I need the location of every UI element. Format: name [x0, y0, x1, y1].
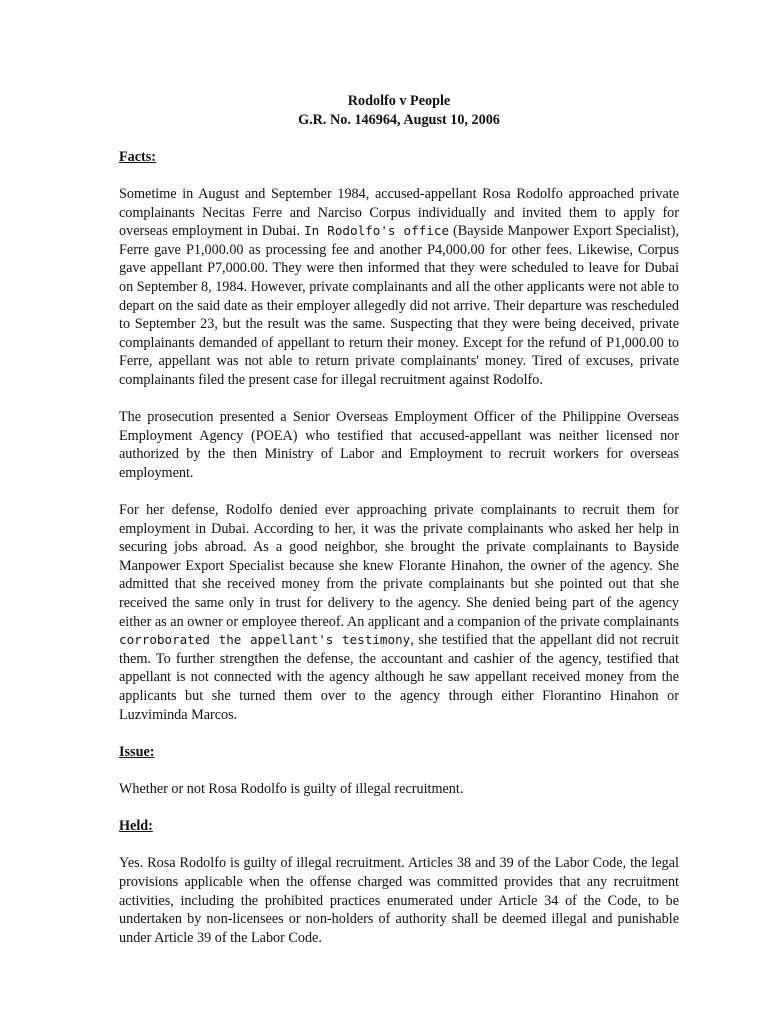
facts-paragraph-1: [119, 185, 679, 390]
facts-p1-text-b: (Bayside Manpower Export Specialist), Ferre gave P1,000.00 as processing fee and another P4,000.00 for other fees. Likewise, Corpus gave appellant P7,000.00. They were then informed that they were scheduled to leave for Dubai on September 8, 1984. However, private complainants and all the other applicants were not able to depart on the said date as their employer allegedly did not arrive. Their departure was rescheduled to September 23, but the result was the same. Suspecting that they were being deceived, private complainants demanded of appellant to return their money. Except for the refund of P1,000.00 to Ferre, appellant was not able to return private complainants' money. Tired of excuses, private complainants filed the present case for illegal recruitment against Rodolfo.: [119, 223, 679, 388]
facts-paragraph-3: [119, 501, 679, 724]
case-citation: G.R. No. 146964, August 10, 2006: [298, 111, 500, 128]
facts-heading: Facts:: [119, 148, 157, 165]
issue-heading: Issue:: [119, 743, 155, 760]
document-page: [119, 92, 679, 966]
facts-p3-text-a: For her defense, Rodolfo denied ever approaching private complainants to recruit them for employment in Dubai. According to her, it was the private complainants who asked her help in securing jobs abroad. As a good neighbor, she brought the private complainants to Bayside Manpower Export Specialist because she knew Florante Hinahon, the owner of the agency. She admitted that she received money from the private complainants but she pointed out that she received the same only in trust for delivery to the agency. She denied being part of the agency either as an owner or employee thereof. An applicant and a companion of the private complainants: [119, 502, 679, 630]
held-text: Yes. Rosa Rodolfo is guilty of illegal recruitment. Articles 38 and 39 of the Labor Code, the legal provisions applicable when the offense charged was committed provides that any recruitment activities, including the prohibited practices enumerated under Article 34 of the Code, to be undertaken by non-licensees or non-holders of authority shall be deemed illegal and punishable under Article 39 of the Labor Code.: [119, 855, 679, 946]
case-title: Rodolfo v People: [347, 93, 451, 109]
facts-p1-text-a: Sometime in August and September 1984, accused-appellant Rosa Rodolfo approached private complainants Necitas Ferre and Narciso Corpus individually and invited them to apply for overseas employment in Dubai.: [119, 185, 679, 240]
facts-paragraph-2: The prosecution presented a Senior Overseas Employment Officer of the Philippine Overseas Employment Agency (POEA) who testified that accused-appellant was neither licensed nor authorized by the then Ministry of Labor and Employment to recruit workers for overseas employment.: [119, 409, 679, 481]
issue-text: Whether or not Rosa Rodolfo is guilty of illegal recruitment.: [119, 780, 464, 797]
held-heading: Held:: [119, 818, 153, 835]
facts-p3-mono: corroborated the appellant's testimony: [119, 632, 411, 648]
facts-p3-text-b: , she testified that the appellant did not recruit them. To further strengthen the defense, the accountant and cashier of the agency, testified that appellant is not connected with the agency although he saw appellant received money from the applicants but she turned them over to the agency through either Florantino Hinahon or Luzviminda Marcos.: [119, 632, 679, 723]
facts-p1-mono: In Rodolfo's office: [304, 223, 450, 239]
